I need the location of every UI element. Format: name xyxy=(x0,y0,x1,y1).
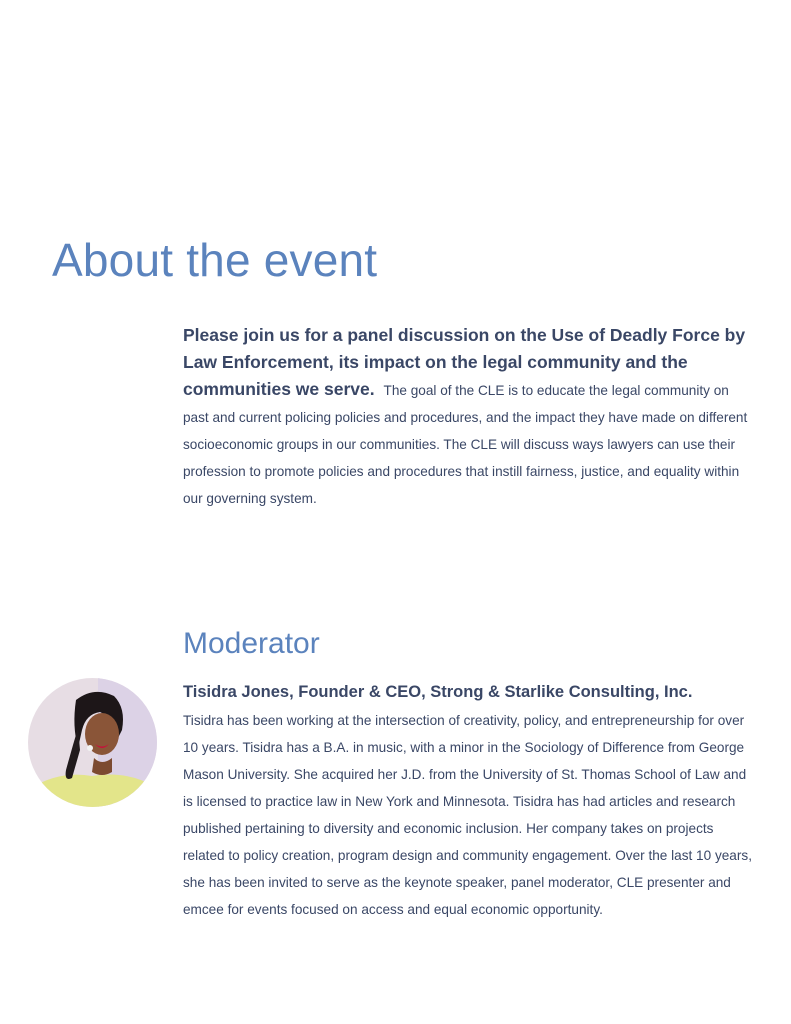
page-title: About the event xyxy=(52,234,378,286)
event-description xyxy=(183,322,758,512)
moderator-section-title: Moderator xyxy=(183,627,320,660)
event-description-body: The goal of the CLE is to educate the legal community on past and current policing policies and procedures, and the impact they have made on different socioeconomic groups in our communities. The CLE will discuss ways lawyers can use their profession to promote policies and procedures that instill fairness, justice, and equality within our governing system. xyxy=(183,383,748,506)
moderator-photo xyxy=(28,678,157,807)
moderator-bio: Tisidra has been working at the intersection of creativity, policy, and entrepreneurship for over 10 years. Tisidra has a B.A. in music, with a minor in the Sociology of Difference from George Mason University. She acquired her J.D. from the University of St. Thomas School of Law and is licensed to practice law in New York and Minnesota. Tisidra has had articles and research published pertaining to diversity and economic inclusion. Her company takes on projects related to policy creation, program design and community engagement. Over the last 10 years, she has been invited to serve as the keynote speaker, panel moderator, CLE presenter and emcee for events focused on access and equal economic opportunity. xyxy=(183,713,752,917)
event-description-lead: Please join us for a panel discussion on the Use of Deadly Force by Law Enforcement, its impact on the legal community and the communities we serve. xyxy=(183,325,746,399)
moderator-name: Tisidra Jones, Founder & CEO, Strong & Starlike Consulting, Inc. xyxy=(183,683,693,701)
